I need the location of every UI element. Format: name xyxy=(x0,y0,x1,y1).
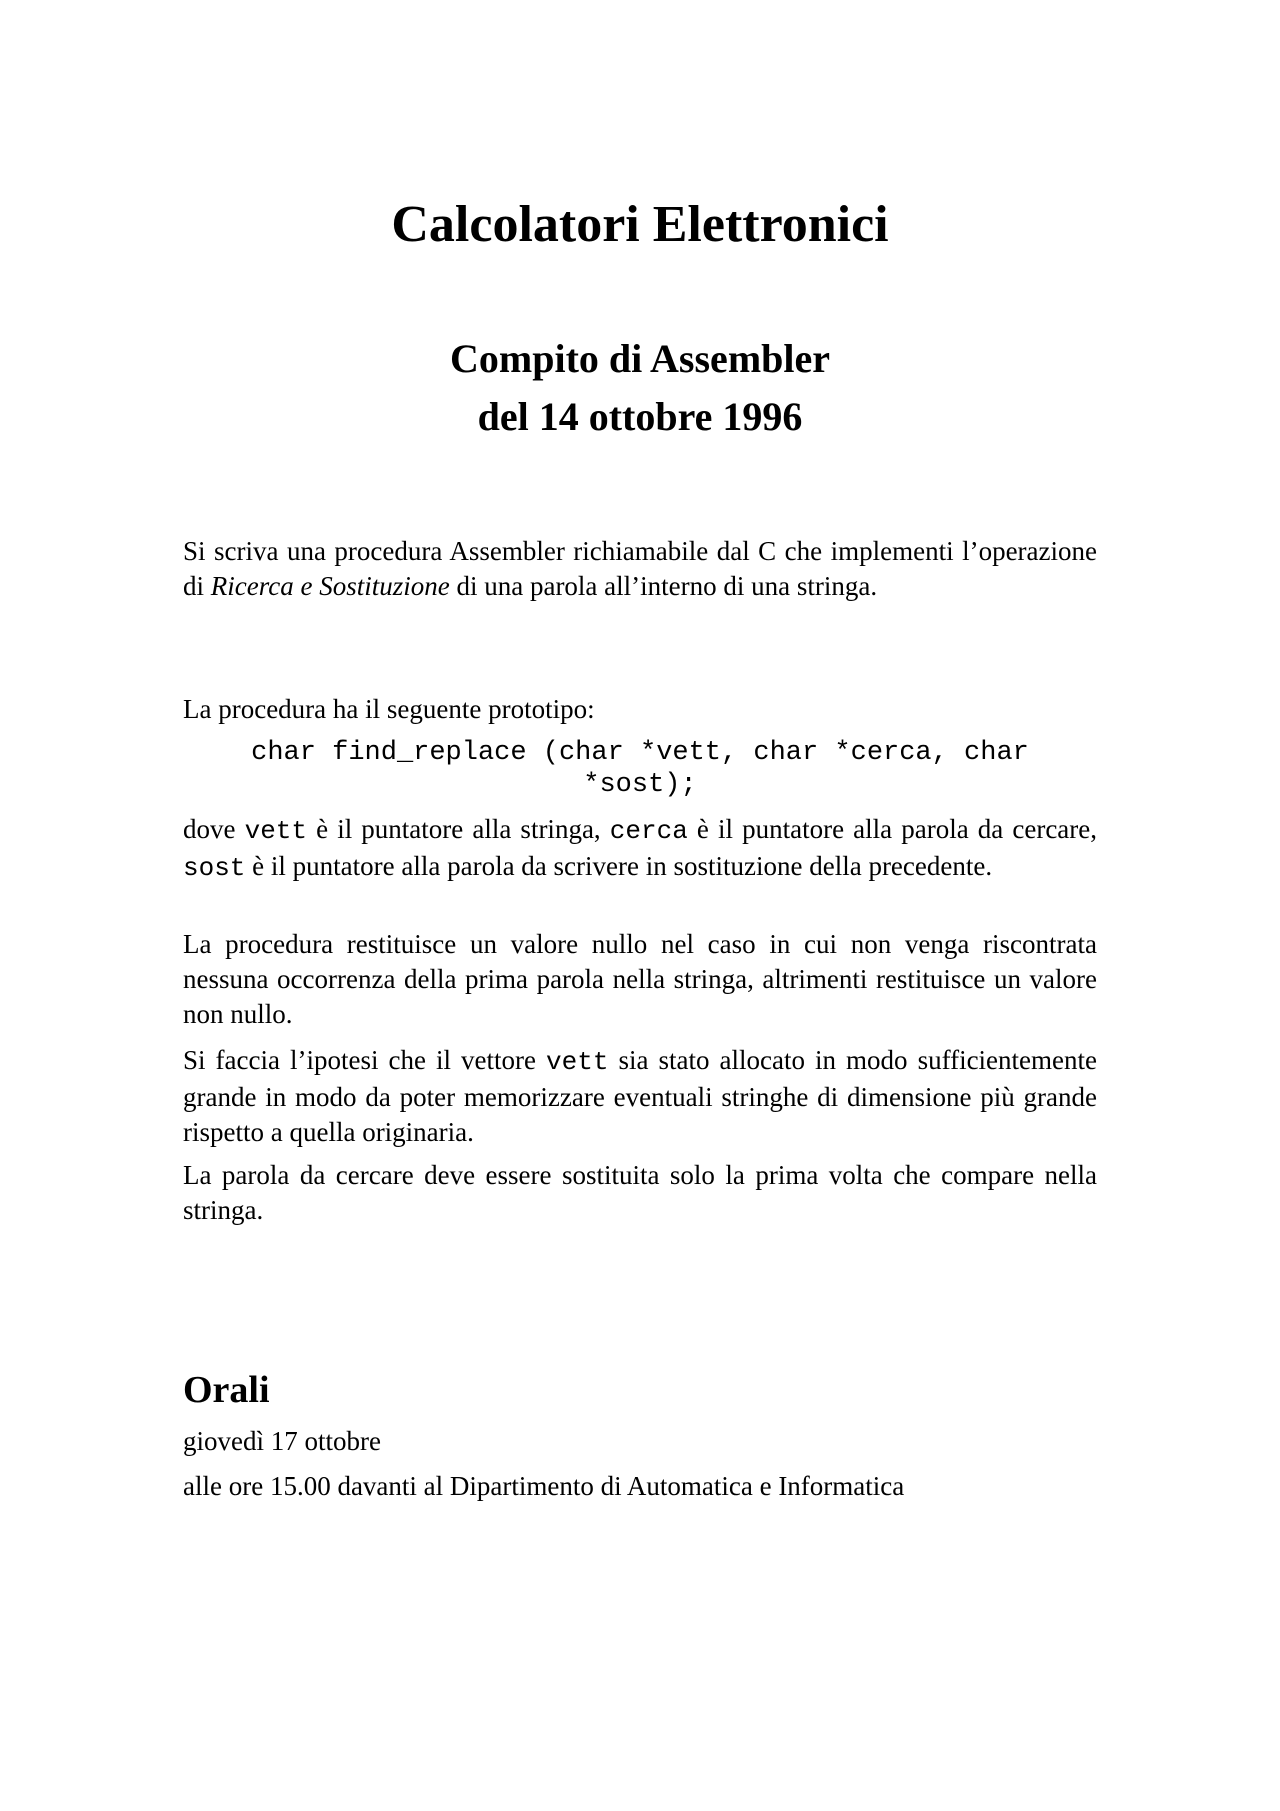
dove-text-3: è il puntatore alla parola da cercare, xyxy=(687,814,1098,844)
page-title: Calcolatori Elettronici xyxy=(391,196,889,253)
prototype-line-1: char find_replace (char *vett, char *cerca, char xyxy=(251,738,1029,768)
orali-heading: Orali xyxy=(183,1369,270,1411)
var-vett: vett xyxy=(244,816,308,846)
exam-subtitle xyxy=(0,330,1280,446)
first-occurrence-paragraph: La parola da cercare deve essere sostituita solo la prima volta che compare nella stringa. xyxy=(183,1160,1097,1225)
dove-text-1: dove xyxy=(183,814,245,844)
hypothesis-text-end: sia stato allocato in modo sufficientemente grande in modo da poter memorizzare eventuali stringhe di dimensione più grande rispetto a quella originaria. xyxy=(183,1045,1097,1147)
var-cerca: cerca xyxy=(609,816,688,846)
var-sost: sost xyxy=(183,853,246,883)
prototype-intro: La procedura ha il seguente prototipo: xyxy=(183,694,595,724)
exercise-intro-paragraph xyxy=(183,534,1097,604)
subtitle-line-exam: Compito di Assembler xyxy=(450,336,830,381)
intro-text-start: Si scriva una procedura Assembler richiamabile dal C che implementi l’operazione di xyxy=(183,536,1097,601)
intro-italic-term: Ricerca e Sostituzione xyxy=(210,571,450,601)
dove-text-4: è il puntatore alla parola da scrivere in sostituzione della precedente. xyxy=(245,851,993,881)
orali-date: giovedì 17 ottobre xyxy=(183,1426,381,1456)
dove-text-2: è il puntatore alla stringa, xyxy=(307,814,610,844)
return-value-paragraph: La procedura restituisce un valore nullo nel caso in cui non venga riscontrata nessuna occorrenza della prima parola nella stringa, altrimenti restituisce un valore non nullo. xyxy=(183,929,1097,1029)
prototype-code xyxy=(183,737,1097,801)
subtitle-line-date: del 14 ottobre 1996 xyxy=(477,394,803,439)
hypothesis-var-vett: vett xyxy=(546,1047,609,1077)
hypothesis-text-start: Si faccia l’ipotesi che il vettore xyxy=(183,1045,547,1075)
intro-text-end: di una parola all’interno di una stringa. xyxy=(449,571,878,601)
prototype-line-2: *sost); xyxy=(583,770,697,800)
hypothesis-paragraph xyxy=(183,1043,1097,1150)
parameters-paragraph xyxy=(183,812,1097,886)
orali-location: alle ore 15.00 davanti al Dipartimento di Automatica e Informatica xyxy=(183,1471,905,1501)
